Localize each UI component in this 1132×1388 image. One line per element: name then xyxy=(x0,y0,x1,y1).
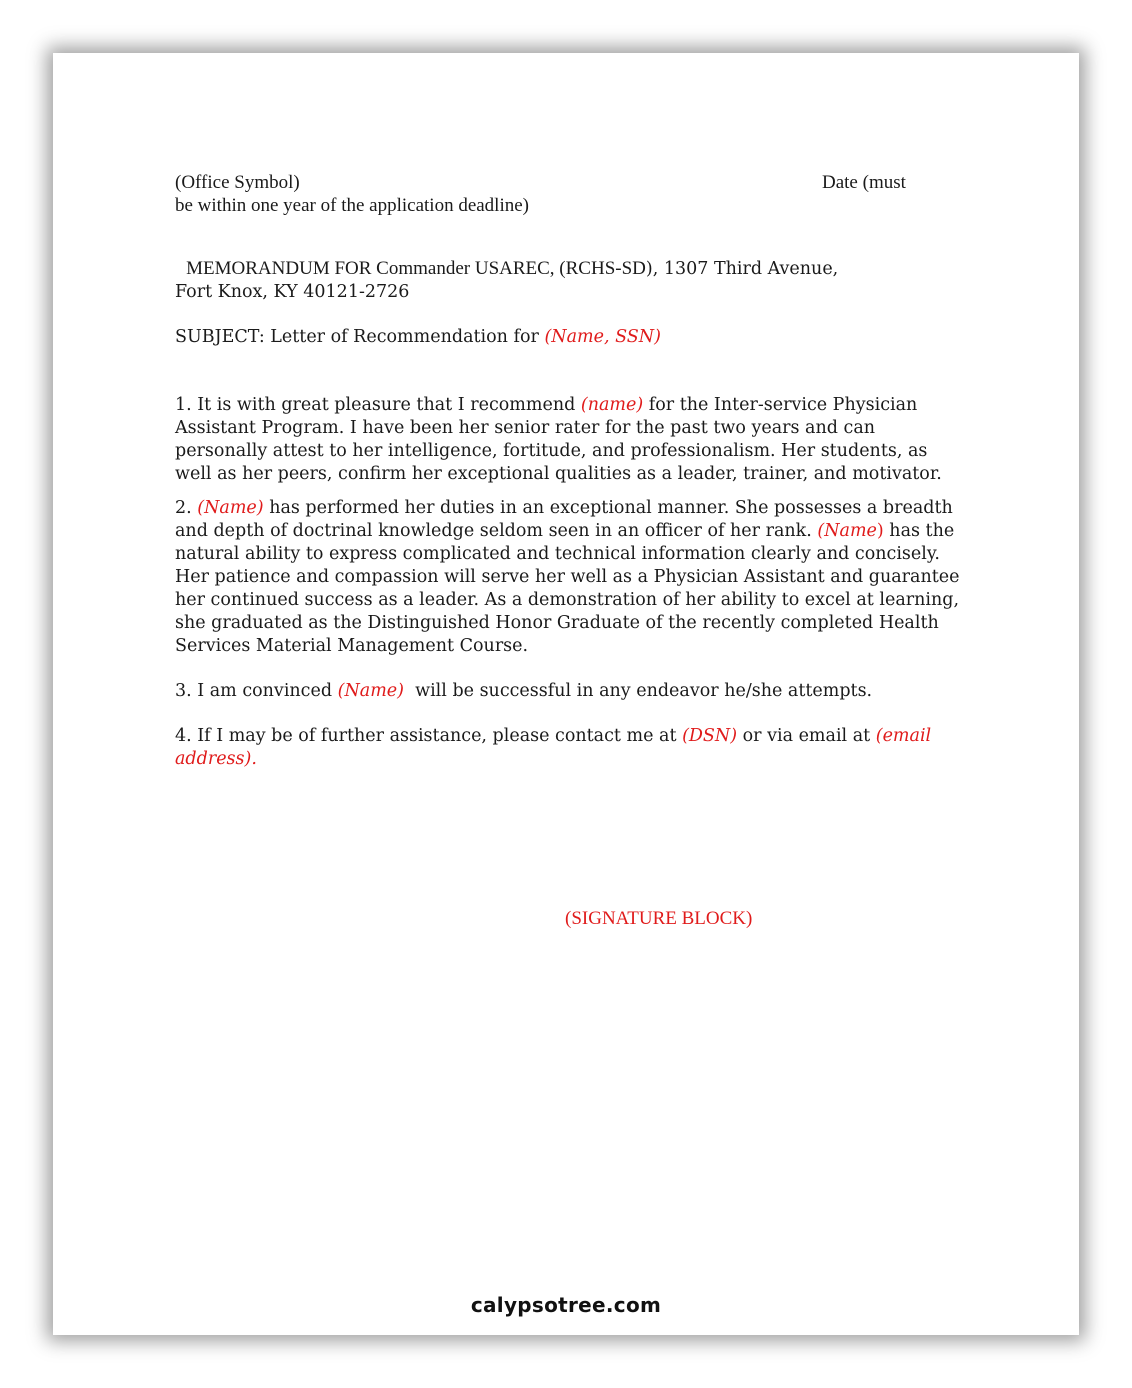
letter-body xyxy=(175,171,965,771)
memo-tail: ), 1307 Third Avenue, xyxy=(645,259,839,279)
signature-block: (SIGNATURE BLOCK) xyxy=(565,908,753,929)
paragraph-3 xyxy=(175,680,965,703)
p2-name-placeholder: (Name) xyxy=(197,498,264,518)
subject-line xyxy=(175,326,965,349)
p3-prefix: 3. I am convinced xyxy=(175,681,338,701)
p2-paren: ) xyxy=(876,521,884,541)
memorandum-address xyxy=(175,257,965,304)
memo-city: Fort Knox, KY 40121-2726 xyxy=(175,282,410,302)
p1-name-placeholder: (name) xyxy=(580,395,644,415)
p2-text-1: has performed her duties in an exceptional manner. She possesses a breadth and depth of doctrinal knowledge seldom seen in an officer of her rank. xyxy=(175,498,953,541)
p3-name-placeholder: (Name) xyxy=(337,681,404,701)
p4-email-placeholder: (email address). xyxy=(175,726,932,769)
p4-dsn-placeholder: (DSN) xyxy=(682,726,738,746)
p3-text: will be successful in any endeavor he/she attempts. xyxy=(403,681,873,701)
office-symbol: (Office Symbol) xyxy=(175,172,300,193)
memo-lead: MEMORANDUM FOR Commander USAREC, (RCHS-SD xyxy=(186,258,646,279)
date-requirement: be within one year of the application deadline) xyxy=(175,195,530,216)
p1-prefix: 1. It is with great pleasure that I recommend xyxy=(175,395,581,415)
p1-text: for the Inter-service Physician Assistant Program. I have been her senior rater for the past two years and can personally attest to her intelligence, fortitude, and professionalism. Her students, as well as her peers, confirm her exceptional qualities as a leader, trainer, and motivator. xyxy=(175,395,942,484)
date-field: Date (must xyxy=(822,172,906,193)
p4-mid: or via email at xyxy=(737,726,876,746)
letter-header xyxy=(175,171,965,194)
paragraph-1 xyxy=(175,394,965,486)
p2-prefix: 2. xyxy=(175,498,198,518)
p2-text-2: has the natural ability to express complicated and technical information clearly and concisely. Her patience and compassion will serve her well as a Physician Assistant and guarantee her continued success as a leader. As a demonstration of her ability to excel at learning, she graduated as the Distinguished Honor Graduate of the recently completed Health Services Material Management Course. xyxy=(175,521,960,656)
paragraph-4 xyxy=(175,725,965,771)
subject-placeholder: (Name, SSN) xyxy=(544,327,661,347)
subject-prefix: SUBJECT: Letter of Recommendation for xyxy=(175,327,545,347)
p2-name-placeholder-2: (Name xyxy=(817,521,877,541)
p4-prefix: 4. If I may be of further assistance, please contact me at xyxy=(175,726,683,746)
paragraph-2 xyxy=(175,497,965,658)
site-watermark: calypsotree.com xyxy=(470,1293,662,1317)
document-page xyxy=(53,53,1079,1335)
